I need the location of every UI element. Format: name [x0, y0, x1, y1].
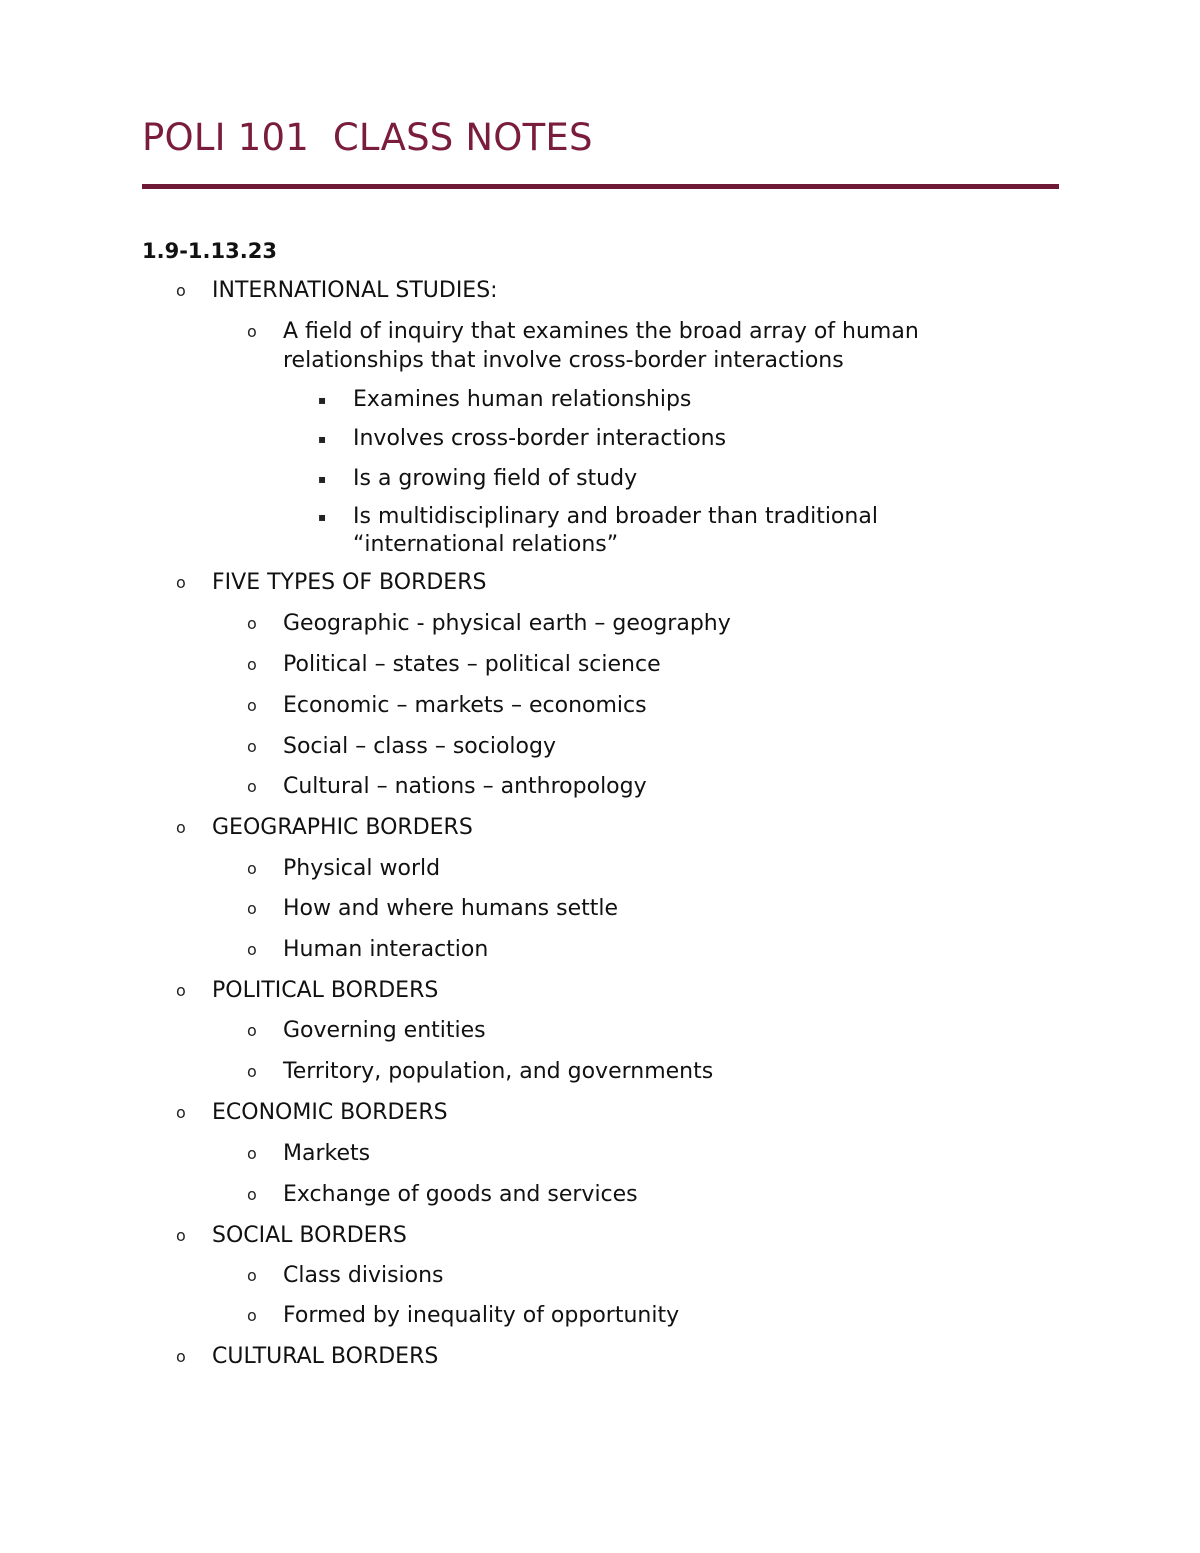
bullet-icon: o: [176, 1226, 186, 1245]
bullet-icon: o: [247, 777, 257, 796]
bullet-icon: o: [176, 1103, 186, 1122]
date-heading: 1.9-1.13.23: [142, 239, 277, 263]
square-bullet-icon: ▪: [318, 510, 327, 524]
bullet-icon: o: [176, 818, 186, 837]
page-title: POLI 101 CLASS NOTES: [142, 116, 593, 159]
bullet-icon: o: [247, 696, 257, 715]
list-item: Markets: [283, 1141, 371, 1166]
bullet-icon: o: [247, 859, 257, 878]
section-heading: POLITICAL BORDERS: [212, 978, 439, 1003]
bullet-icon: o: [247, 655, 257, 674]
list-item: Exchange of goods and services: [283, 1182, 638, 1207]
list-item: Formed by inequality of opportunity: [283, 1303, 680, 1328]
section-heading: GEOGRAPHIC BORDERS: [212, 815, 473, 840]
bullet-icon: o: [176, 981, 186, 1000]
list-item: Is a growing field of study: [353, 466, 638, 491]
section-heading: INTERNATIONAL STUDIES:: [212, 278, 498, 303]
bullet-icon: o: [176, 573, 186, 592]
list-item: Governing entities: [283, 1018, 486, 1043]
section-heading: SOCIAL BORDERS: [212, 1223, 407, 1248]
bullet-icon: o: [247, 940, 257, 959]
list-item: Class divisions: [283, 1263, 444, 1288]
section-heading: FIVE TYPES OF BORDERS: [212, 570, 487, 595]
bullet-icon: o: [247, 1185, 257, 1204]
title-divider: [142, 184, 1059, 189]
bullet-icon: o: [247, 737, 257, 756]
square-bullet-icon: ▪: [318, 432, 327, 446]
bullet-icon: o: [247, 1144, 257, 1163]
list-item: Physical world: [283, 856, 441, 881]
bullet-icon: o: [247, 322, 257, 341]
bullet-icon: o: [247, 1306, 257, 1325]
bullet-icon: o: [247, 1266, 257, 1285]
list-item: Economic – markets – economics: [283, 693, 647, 718]
bullet-icon: o: [247, 899, 257, 918]
list-item: How and where humans settle: [283, 896, 619, 921]
list-item: Cultural – nations – anthropology: [283, 774, 647, 799]
section-heading: CULTURAL BORDERS: [212, 1344, 439, 1369]
list-item: Examines human relationships: [353, 387, 692, 412]
list-item: Human interaction: [283, 937, 489, 962]
list-item: Involves cross-border interactions: [353, 426, 727, 451]
list-item: Political – states – political science: [283, 652, 661, 677]
section-heading: ECONOMIC BORDERS: [212, 1100, 448, 1125]
list-item: “international relations”: [353, 532, 619, 557]
square-bullet-icon: ▪: [318, 393, 327, 407]
list-item: Social – class – sociology: [283, 734, 556, 759]
bullet-icon: o: [176, 1347, 186, 1366]
bullet-icon: o: [247, 1021, 257, 1040]
definition-text: relationships that involve cross-border interactions: [283, 348, 844, 373]
list-item: Is multidisciplinary and broader than traditional: [353, 504, 878, 529]
square-bullet-icon: ▪: [318, 472, 327, 486]
bullet-icon: o: [247, 614, 257, 633]
definition-text: A field of inquiry that examines the broad array of human: [283, 319, 919, 344]
list-item: Territory, population, and governments: [283, 1059, 714, 1084]
bullet-icon: o: [176, 281, 186, 300]
list-item: Geographic - physical earth – geography: [283, 611, 731, 636]
bullet-icon: o: [247, 1062, 257, 1081]
